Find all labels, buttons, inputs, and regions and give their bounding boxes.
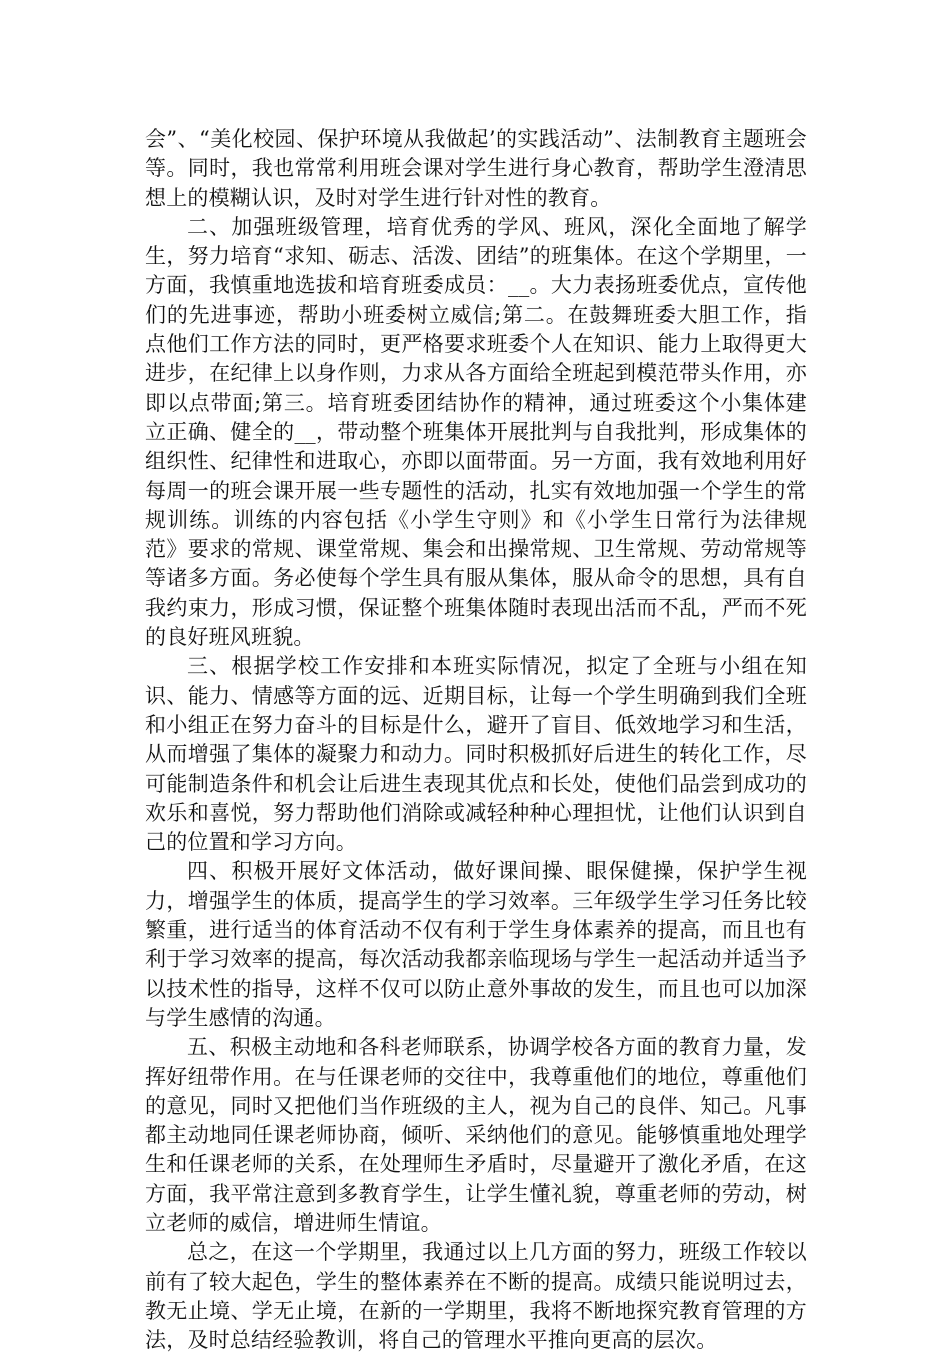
paragraph-continuation: 会”、“美化校园、保护环境从我做起’的实践活动”、法制教育主题班会等。同时，我也常常利用班会课对学生进行身心教育，帮助学生澄清思想上的模糊认识，及时对学生进行针对性的教育。 [145, 127, 807, 210]
paragraph-teacher-liaison: 五、积极主动地和各科老师联系，协调学校各方面的教育力量，发挥好纽带作用。在与任课老师的交往中，我尊重他们的地位，尊重他们的意见，同时又把他们当作班级的主人，视为自己的良伴、知己。凡事都主动地同任课老师协商，倾听、采纳他们的意见。能够慎重地处理学生和任课老师的关系，在处理师生矛盾时，尽量避开了激化矛盾，在这方面，我平常注意到多教育学生，让学生懂礼貌，尊重老师的劳动，树立老师的威信，增进师生情谊。 [145, 1035, 807, 1235]
paragraph-activities: 四、积极开展好文体活动，做好课间操、眼保健操，保护学生视力，增强学生的体质，提高学生的学习效率。三年级学生学习任务比较繁重，进行适当的体育活动不仅有利于学生身体素养的提高，而且也有利于学习效率的提高，每次活动我都亲临现场与学生一起活动并适当予以技术性的指导，这样不仅可以防止意外事故的发生，而且也可以加深与学生感情的沟通。 [145, 859, 807, 1030]
paragraph-class-management: 二、加强班级管理，培育优秀的学风、班风，深化全面地了解学生，努力培育“求知、砺志、活泼、团结”的班集体。在这个学期里，一方面，我慎重地选拔和培育班委成员：__。大力表扬班委优点，宣传他们的先进事迹，帮助小班委树立威信;第二。在鼓舞班委大胆工作，指点他们工作方法的同时，更严格要求班委个人在知识、能力上取得更大进步，在纪律上以身作则，力求从各方面给全班起到模范带头作用，亦即以点带面;第三。培育班委团结协作的精神，通过班委这个小集体建立正确、健全的__，带动整个班集体开展批判与自我批判，形成集体的组织性、纪律性和进取心，亦即以面带面。另一方面，我有效地利用好每周一的班会课开展一些专题性的活动，扎实有效地加强一个学生的常规训练。训练的内容包括《小学生守则》和《小学生日常行为法律规范》要求的常规、课堂常规、集会和出操常规、卫生常规、劳动常规等等诸多方面。务必使每个学生具有服从集体，服从命令的思想，具有自我约束力，形成习惯，保证整个班集体随时表现出活而不乱，严而不死的良好班风班貌。 [145, 214, 807, 650]
paragraph-goals: 三、根据学校工作安排和本班实际情况，拟定了全班与小组在知识、能力、情感等方面的远、近期目标，让每一个学生明确到我们全班和小组正在努力奋斗的目标是什么，避开了盲目、低效地学习和生活，从而增强了集体的凝聚力和动力。同时积极抓好后进生的转化工作，尽可能制造条件和机会让后进生表现其优点和长处，使他们品尝到成功的欢乐和喜悦，努力帮助他们消除或减轻种种心理担忧，让他们认识到自己的位置和学习方向。 [145, 654, 807, 855]
paragraph-summary: 总之，在这一个学期里，我通过以上几方面的努力，班级工作较以前有了较大起色，学生的整体素养在不断的提高。成绩只能说明过去，教无止境、学无止境，在新的一学期里，我将不断地探究教育管理的方法，及时总结经验教训，将自己的管理水平推向更高的层次。 [145, 1240, 807, 1353]
document-body [145, 125, 807, 1355]
